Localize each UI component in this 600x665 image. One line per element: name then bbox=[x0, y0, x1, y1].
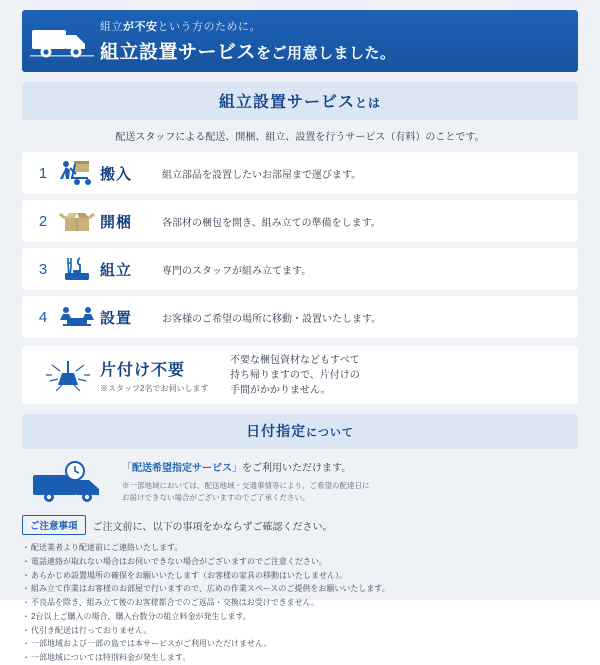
step-row bbox=[22, 248, 578, 290]
hero-subtitle-emphasis: が不安 bbox=[123, 21, 158, 33]
list-item: ・ あらかじめ設置場所の確保をお願いいたします（お客様の家具の移動はいたしません）。 bbox=[22, 569, 578, 583]
hero-title-tail: をご用意しました。 bbox=[256, 45, 396, 62]
list-item: ・ 電話連絡が取れない場合はお伺いできない場合がございますのでご注意ください。 bbox=[22, 555, 578, 569]
hero-banner bbox=[22, 10, 578, 72]
cleanup-desc-line3: 手間がかかりません。 bbox=[230, 384, 331, 396]
step-label: 組立 bbox=[100, 261, 133, 279]
step-label: 設置 bbox=[100, 309, 133, 327]
step-row bbox=[22, 200, 578, 242]
date-footnote-line1: ※一部地域においては、配送地域・交通事情等により、ご希望の配達日に bbox=[122, 481, 370, 490]
step-description: 各部材の梱包を開き、組み立ての準備をします。 bbox=[162, 217, 381, 229]
cleanup-description bbox=[230, 353, 564, 398]
workers-icon bbox=[54, 302, 100, 332]
date-footnote-line2: お届けできない場合がございますのでご了承ください。 bbox=[122, 492, 310, 502]
notes-section bbox=[22, 515, 578, 665]
hero-title-main: 組立設置サービス bbox=[100, 42, 257, 63]
notes-header bbox=[22, 515, 578, 535]
cleanup-title: 片付け不要 bbox=[100, 361, 186, 379]
date-main-highlight: 配送希望指定サービス bbox=[132, 463, 232, 474]
date-section-title bbox=[22, 414, 578, 449]
cleanup-label bbox=[100, 357, 230, 394]
section-title-sub: とは bbox=[355, 96, 382, 110]
truck-icon bbox=[30, 22, 94, 62]
step-row bbox=[22, 152, 578, 194]
step-number: 4 bbox=[38, 308, 48, 326]
date-title-sub: について bbox=[306, 427, 354, 439]
list-item: ・ 2台以上ご購入の場合、購入台数分の組立料金が発生します。 bbox=[22, 610, 578, 624]
step-number: 3 bbox=[38, 260, 48, 278]
step-label: 搬入 bbox=[100, 165, 133, 183]
cleanup-note: ※スタッフ2名でお伺いします bbox=[100, 383, 209, 393]
step-description: お客様のご希望の場所に移動・設置いたします。 bbox=[162, 313, 382, 325]
hand-truck-icon bbox=[54, 158, 100, 188]
date-section-body bbox=[22, 449, 578, 509]
hero-subtitle bbox=[100, 18, 568, 34]
cleanup-desc-line1: 不要な梱包資材などもすべて bbox=[230, 354, 360, 366]
truck-clock-icon bbox=[26, 459, 122, 505]
date-main-post: 」をご利用いただけます。 bbox=[232, 463, 352, 474]
section-title bbox=[22, 82, 578, 120]
section-title-main: 組立設置サービス bbox=[218, 94, 355, 111]
notes-badge: ご注意事項 bbox=[22, 515, 86, 535]
date-main-text bbox=[122, 459, 574, 474]
step-description: 組立部品を設置したいお部屋まで運びます。 bbox=[162, 169, 362, 181]
list-item: ・ 配送業者より配達前にご連絡いたします。 bbox=[22, 541, 578, 555]
notes-list bbox=[22, 541, 578, 665]
cleanup-box bbox=[22, 346, 578, 404]
date-footnote bbox=[122, 480, 574, 503]
list-item: ・ 代引き配送は行っておりません。 bbox=[22, 624, 578, 638]
notes-header-text: ご注文前に、以下の事項をかならずご確認ください。 bbox=[92, 521, 333, 533]
step-description: 専門のスタッフが組み立てます。 bbox=[162, 265, 312, 277]
list-item: ・ 一部地域については特別料金が発生します。 bbox=[22, 651, 578, 665]
hero-subtitle-pre: 組立 bbox=[100, 21, 123, 33]
open-box-icon bbox=[54, 206, 100, 236]
date-section-text bbox=[122, 459, 574, 503]
cleanup-desc-line2: 持ち帰りますので、片付けの bbox=[230, 369, 360, 381]
step-label: 開梱 bbox=[100, 213, 133, 231]
broom-sparkle-icon bbox=[36, 355, 100, 395]
tools-icon bbox=[54, 254, 100, 284]
list-item: ・ 組み立て作業はお客様のお部屋で行いますので、広めの作業スペースのご提供をお願いいたします。 bbox=[22, 582, 578, 596]
list-item: ・ 不良品を除き、組み立て後のお客様都合でのご返品・交換はお受けできません。 bbox=[22, 596, 578, 610]
step-row bbox=[22, 296, 578, 338]
hero-title bbox=[100, 37, 568, 64]
date-title-main: 日付指定 bbox=[246, 423, 307, 439]
section-lead: 配送スタッフによる配送、開梱、組立、設置を行うサービス（有料）のことです。 bbox=[115, 132, 485, 143]
step-number: 1 bbox=[38, 164, 48, 182]
hero-subtitle-post: という方のために。 bbox=[157, 21, 261, 33]
date-main-pre: 「 bbox=[122, 463, 132, 474]
list-item: ・ 一部地域および一部の島では本サービスがご利用いただけません。 bbox=[22, 637, 578, 651]
step-number: 2 bbox=[38, 212, 48, 230]
